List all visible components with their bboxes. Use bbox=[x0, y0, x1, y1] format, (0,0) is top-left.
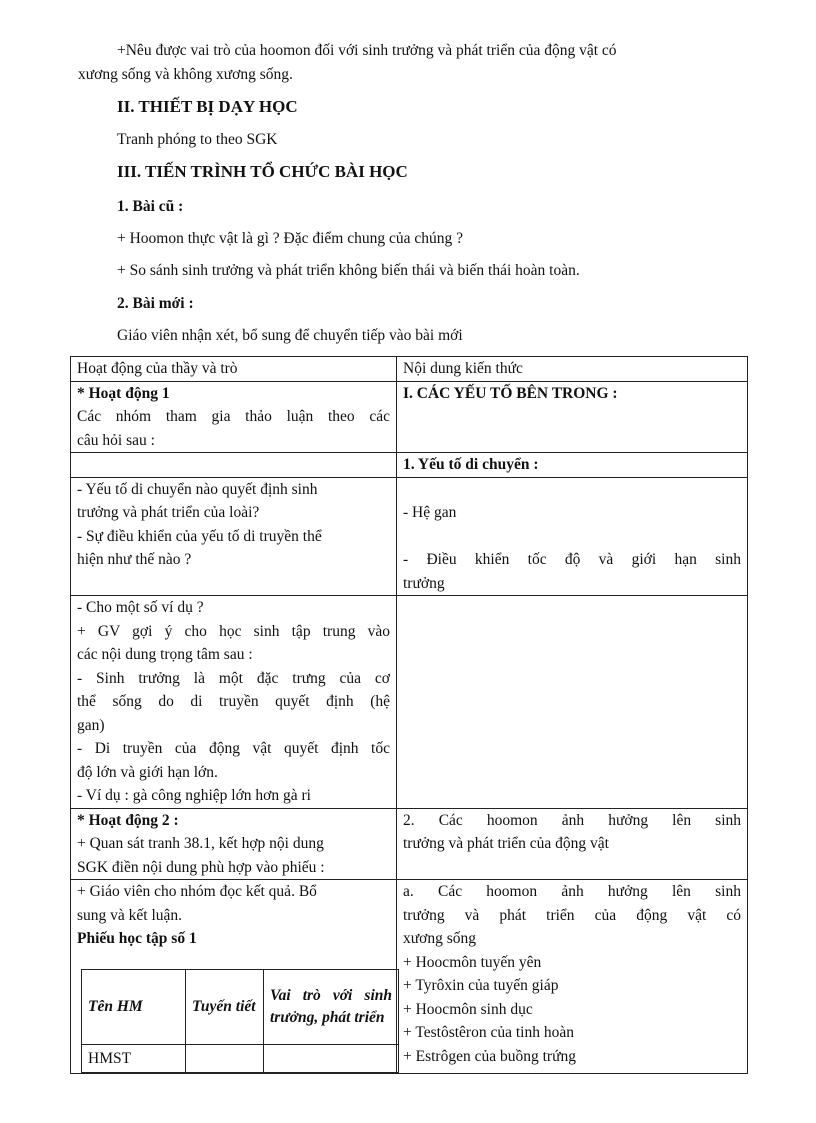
cell-line: độ lớn và giới hạn lớn. bbox=[77, 763, 218, 781]
lesson-table bbox=[70, 356, 748, 1074]
intro-line-2: xương sống và không xương sống. bbox=[78, 66, 293, 83]
header-content: Nội dung kiến thức bbox=[397, 357, 748, 382]
worksheet-title: Phiếu học tập số 1 bbox=[77, 930, 197, 947]
new-lesson-heading: 2. Bài mới : bbox=[117, 295, 194, 312]
cell-line: + Estrôgen của buồng trứng bbox=[403, 1047, 576, 1065]
worksheet-header-gland: Tuyến tiết bbox=[186, 969, 264, 1044]
section-2-heading: II. THIẾT BỊ DẠY HỌC bbox=[117, 97, 298, 116]
cell-line: trưởng bbox=[403, 574, 445, 592]
worksheet-header-name: Tên HM bbox=[82, 969, 186, 1044]
cell-line: + Tyrôxin của tuyến giáp bbox=[403, 977, 559, 994]
header-activities: Hoạt động của thầy và trò bbox=[71, 357, 397, 382]
cell-line: gan) bbox=[77, 716, 105, 734]
subsection-genetic-factor: 1. Yếu tố di chuyển : bbox=[403, 456, 539, 473]
cell-line: 2. Các hoomon ảnh hưởng lên sinh bbox=[403, 811, 741, 829]
cell-line: + Giáo viên cho nhóm đọc kết quả. Bổ bbox=[77, 883, 317, 900]
new-lesson-text: Giáo viên nhận xét, bổ sung để chuyển tiếp vào bài mới bbox=[117, 327, 463, 344]
cell-line: - Sự điều khiển của yếu tố di truyền thể bbox=[77, 527, 322, 545]
cell-line: + Testôstêron của tinh hoàn bbox=[403, 1024, 574, 1041]
cell-line: hiện như thế nào ? bbox=[77, 551, 192, 568]
cell-line: trưởng và phát triển của loài? bbox=[77, 504, 260, 521]
activity-1-title: * Hoạt động 1 bbox=[77, 384, 170, 402]
empty-cell bbox=[403, 596, 741, 620]
cell-line: thể sống do di truyền quyết định (hệ bbox=[77, 693, 390, 710]
section-3-heading: III. TIẾN TRÌNH TỔ CHỨC BÀI HỌC bbox=[117, 162, 408, 181]
cell-line: - Hệ gan bbox=[403, 504, 457, 521]
cell-line: + Hoocmôn sinh dục bbox=[403, 1000, 533, 1018]
old-lesson-question-2: + So sánh sinh trưởng và phát triển không biến thái và biến thái hoàn toàn. bbox=[117, 262, 580, 279]
table-header-row bbox=[71, 357, 748, 382]
cell-line: xương sống bbox=[403, 930, 477, 947]
cell-line: trưởng và phát triển của động vật bbox=[403, 835, 609, 852]
cell-line: trưởng và phát triển của động vật có bbox=[403, 906, 741, 924]
worksheet-row bbox=[82, 1044, 399, 1073]
section-inner-factors: I. CÁC YẾU TỐ BÊN TRONG : bbox=[403, 384, 618, 402]
worksheet-header-row bbox=[82, 969, 399, 1044]
empty-cell bbox=[77, 453, 390, 477]
cell-line: - Yếu tố di chuyển nào quyết định sinh bbox=[77, 480, 318, 498]
cell-line: - Cho một số ví dụ ? bbox=[77, 599, 204, 616]
worksheet-cell bbox=[186, 1044, 264, 1073]
table-row bbox=[71, 381, 748, 453]
cell-line: sung và kết luận. bbox=[77, 906, 183, 924]
worksheet-table bbox=[81, 969, 399, 1074]
cell-line: + GV gợi ý cho học sinh tập trung vào bbox=[77, 622, 390, 640]
cell-line: - Di truyền của động vật quyết định tốc bbox=[77, 740, 390, 757]
cell-line: - Điều khiển tốc độ và giới hạn sinh bbox=[403, 551, 741, 568]
worksheet-cell: HMST bbox=[82, 1044, 186, 1073]
cell-line: - Ví dụ : gà công nghiệp lớn hơn gà ri bbox=[77, 787, 311, 804]
table-row bbox=[71, 596, 748, 809]
cell-line: + Quan sát tranh 38.1, kết hợp nội dung bbox=[77, 835, 324, 852]
cell-line: a. Các hoomon ảnh hưởng lên sinh bbox=[403, 883, 741, 900]
old-lesson-heading: 1. Bài cũ : bbox=[117, 198, 184, 215]
table-row bbox=[71, 477, 748, 596]
worksheet-header-role: Vai trò với sinh trưởng, phát triển bbox=[264, 969, 399, 1044]
intro-line-1: +Nêu được vai trò của hoomon đối với sinh trưởng và phát triển của động vật có bbox=[117, 42, 617, 59]
table-row bbox=[71, 808, 748, 880]
cell-line bbox=[403, 525, 741, 549]
section-2-text: Tranh phóng to theo SGK bbox=[117, 131, 278, 148]
cell-line: - Sinh trưởng là một đặc trưng của cơ bbox=[77, 669, 390, 687]
table-row bbox=[71, 880, 748, 1074]
cell-line: câu hỏi sau : bbox=[77, 431, 155, 449]
cell-line: SGK điền nội dung phù hợp vào phiếu : bbox=[77, 858, 325, 876]
cell-line: Các nhóm tham gia thảo luận theo các bbox=[77, 408, 390, 425]
table-row bbox=[71, 453, 748, 478]
worksheet-cell bbox=[264, 1044, 399, 1073]
cell-line: + Hoocmôn tuyến yên bbox=[403, 953, 542, 971]
activity-2-title: * Hoạt động 2 : bbox=[77, 811, 179, 829]
cell-line: các nội dung trọng tâm sau : bbox=[77, 646, 253, 663]
old-lesson-question-1: + Hoomon thực vật là gì ? Đặc điểm chung của chúng ? bbox=[117, 230, 463, 247]
cell-line bbox=[403, 478, 741, 502]
